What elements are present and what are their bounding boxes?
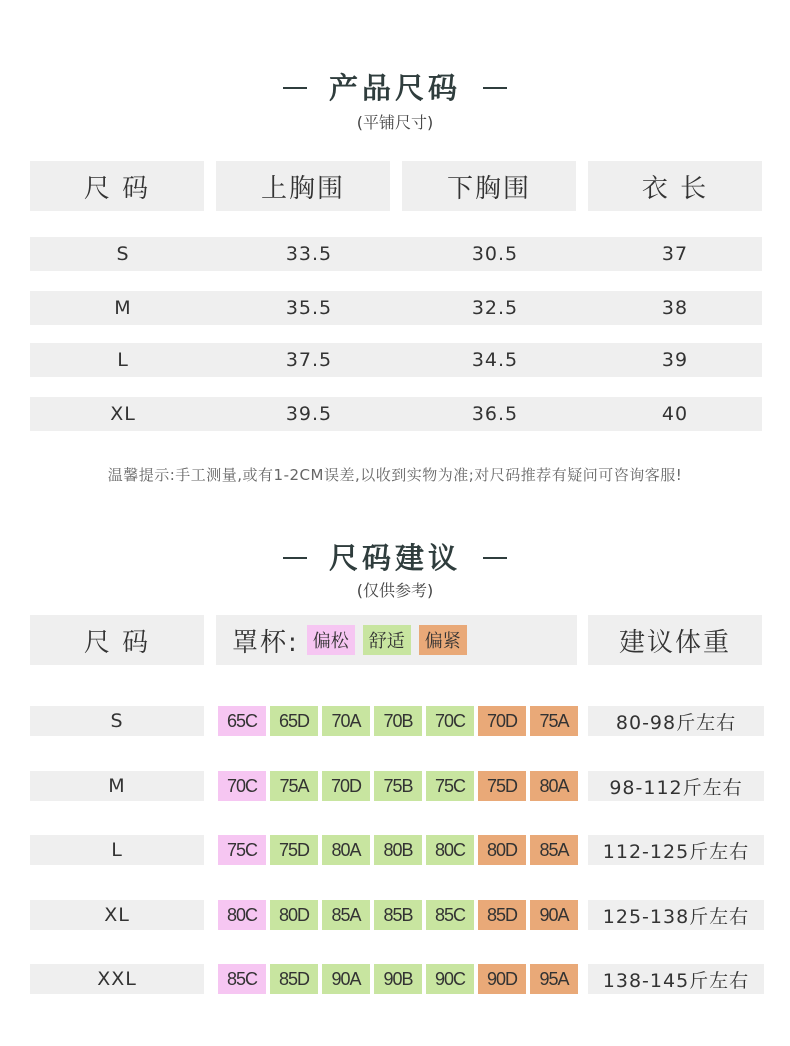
cup-chip: 80C: [426, 835, 474, 865]
legend-loose: 偏松: [307, 625, 355, 655]
cell-upper-chest: 37.5: [216, 343, 402, 377]
cup-chip: 90C: [426, 964, 474, 994]
cup-chip: 85A: [322, 900, 370, 930]
cell-length: 39: [588, 343, 762, 377]
cell-upper-chest: 35.5: [216, 291, 402, 325]
cell-size: XL: [30, 397, 216, 431]
advice-weight: 138-145斤左右: [588, 964, 764, 994]
dash-left: [283, 557, 307, 559]
advice-weight: 112-125斤左右: [588, 835, 764, 865]
size-advice-subtitle: (仅供参考): [356, 581, 434, 600]
cup-chip: 70C: [218, 771, 266, 801]
cell-length: 38: [588, 291, 762, 325]
legend-fit: 舒适: [363, 625, 411, 655]
cell-upper-chest: 39.5: [216, 397, 402, 431]
cup-chip: 90B: [374, 964, 422, 994]
cup-chip: 85B: [374, 900, 422, 930]
cup-chip: 80B: [374, 835, 422, 865]
cup-chip: 80A: [322, 835, 370, 865]
advice-header-size: 尺 码: [30, 615, 204, 665]
advice-size: XXL: [30, 964, 204, 994]
cup-chip: 75B: [374, 771, 422, 801]
cup-chip: 90D: [478, 964, 526, 994]
cup-chip: 85A: [530, 835, 578, 865]
cell-length: 40: [588, 397, 762, 431]
cell-length: 37: [588, 237, 762, 271]
advice-weight: 98-112斤左右: [588, 771, 764, 801]
cup-chip: 75D: [270, 835, 318, 865]
header-upper-chest: 上胸围: [216, 161, 390, 211]
cup-chip: 75D: [478, 771, 526, 801]
cell-size: M: [30, 291, 216, 325]
advice-size: L: [30, 835, 204, 865]
cup-label: 罩杯:: [232, 627, 299, 658]
product-size-subtitle: (平铺尺寸): [356, 113, 434, 132]
cup-chip: 75C: [218, 835, 266, 865]
cup-chip: 95A: [530, 964, 578, 994]
cup-chip: 80D: [478, 835, 526, 865]
measurement-note: 温馨提示:手工测量,或有1-2CM误差,以收到实物为准;对尺码推荐有疑问可咨询客服!: [107, 466, 683, 484]
advice-size: M: [30, 771, 204, 801]
cup-chip: 80C: [218, 900, 266, 930]
cup-chip: 75A: [530, 706, 578, 736]
cup-chip: 65D: [270, 706, 318, 736]
advice-weight: 125-138斤左右: [588, 900, 764, 930]
cell-upper-chest: 33.5: [216, 237, 402, 271]
header-length: 衣 长: [588, 161, 762, 211]
cup-chip: 70C: [426, 706, 474, 736]
header-size: 尺 码: [30, 161, 204, 211]
cell-lower-chest: 30.5: [402, 237, 588, 271]
cup-chip: 90A: [530, 900, 578, 930]
cell-lower-chest: 36.5: [402, 397, 588, 431]
product-size-title: 产品尺码: [328, 71, 461, 105]
advice-weight: 80-98斤左右: [588, 706, 764, 736]
cup-chip: 85D: [270, 964, 318, 994]
cell-lower-chest: 34.5: [402, 343, 588, 377]
cup-chip: 75A: [270, 771, 318, 801]
cup-chip: 70D: [322, 771, 370, 801]
cup-chip: 85D: [478, 900, 526, 930]
cup-chip: 65C: [218, 706, 266, 736]
cup-chip: 85C: [426, 900, 474, 930]
cup-chip: 90A: [322, 964, 370, 994]
advice-header-cup: [216, 615, 577, 665]
advice-size: XL: [30, 900, 204, 930]
advice-header-weight: 建议体重: [588, 615, 762, 665]
legend-tight: 偏紧: [419, 625, 467, 655]
dash-left: [283, 87, 307, 89]
cup-chip: 70D: [478, 706, 526, 736]
cup-chip: 75C: [426, 771, 474, 801]
cell-size: L: [30, 343, 216, 377]
size-advice-heading: [0, 536, 790, 577]
size-advice-title: 尺码建议: [328, 541, 461, 575]
dash-right: [483, 557, 507, 559]
cup-chip: 70A: [322, 706, 370, 736]
product-size-heading: [0, 66, 790, 107]
cell-size: S: [30, 237, 216, 271]
cup-chip: 70B: [374, 706, 422, 736]
header-lower-chest: 下胸围: [402, 161, 576, 211]
advice-size: S: [30, 706, 204, 736]
dash-right: [483, 87, 507, 89]
cup-chip: 85C: [218, 964, 266, 994]
cup-chip: 80A: [530, 771, 578, 801]
cup-chip: 80D: [270, 900, 318, 930]
cell-lower-chest: 32.5: [402, 291, 588, 325]
